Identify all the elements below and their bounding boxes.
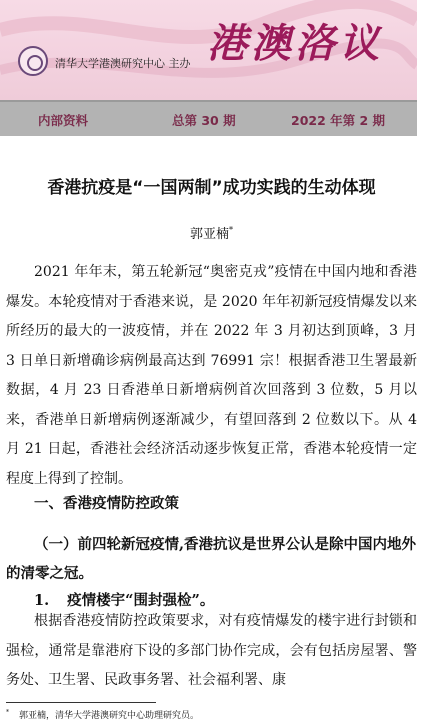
issue-info-bar [0,100,417,136]
subsection-heading: （一）前四轮新冠疫情,香港抗议是世界公认是除中国内地外的清零之冠。 [6,536,417,582]
author-mark: * [229,225,233,235]
article-author [0,223,423,242]
internal-label: 内部资料 [38,113,89,128]
footnote-text: 郭亚楠，清华大学港澳研究中心助理研究员。 [19,711,200,721]
author-name: 郭亚楠 [189,227,229,242]
masthead [0,0,417,100]
section-heading: 一、香港疫情防控政策 [34,495,179,512]
item-paragraph: 根据香港疫情防控政策要求，对有疫情爆发的楼宇进行封锁和强检，通常是靠港府下设的多部门协作完成，会有包括房屋署、警务处、卫生署、民政事务署、社会福利署、康 [6,613,417,688]
issue-number: 2022 年第 2 期 [291,113,386,128]
university-seal-logo [18,46,48,76]
footnote [6,708,199,721]
article-title: 香港抗疫是“一国两制”成功实践的生动体现 [47,178,376,198]
intro-paragraph: 2021 年年末，第五轮新冠“奥密克戎”疫情在中国内地和香港爆发。本轮疫情对于香港来说，是 2020 年年初新冠疫情爆发以来所经历的最大的一波疫情，并在 2022 年 3 月初达到顶峰，3 月 3 日单日新增确诊病例最高达到 76991 宗！根据香港卫生署最新数据，4 月 23 日香港单日新增病例首次回落到 3 位数，5 月以来，香港单日新增病例逐渐减少，有望回落到 2 位数以下。从 4 月 21 日起，香港社会经济活动逐步恢复正常，香港本轮疫情一定程度上得到了控制。 [6,264,417,487]
item-heading-text: 疫情楼宇“围封强检”。 [67,592,215,609]
issue-total: 总第 30 期 [172,113,236,128]
publication-logo: 港澳洛议 [207,20,383,67]
footnote-divider [6,702,156,703]
footnote-mark: * [6,709,9,716]
item-number: 1. [34,592,50,609]
organizer-text: 清华大学港澳研究中心 主办 [55,57,191,70]
